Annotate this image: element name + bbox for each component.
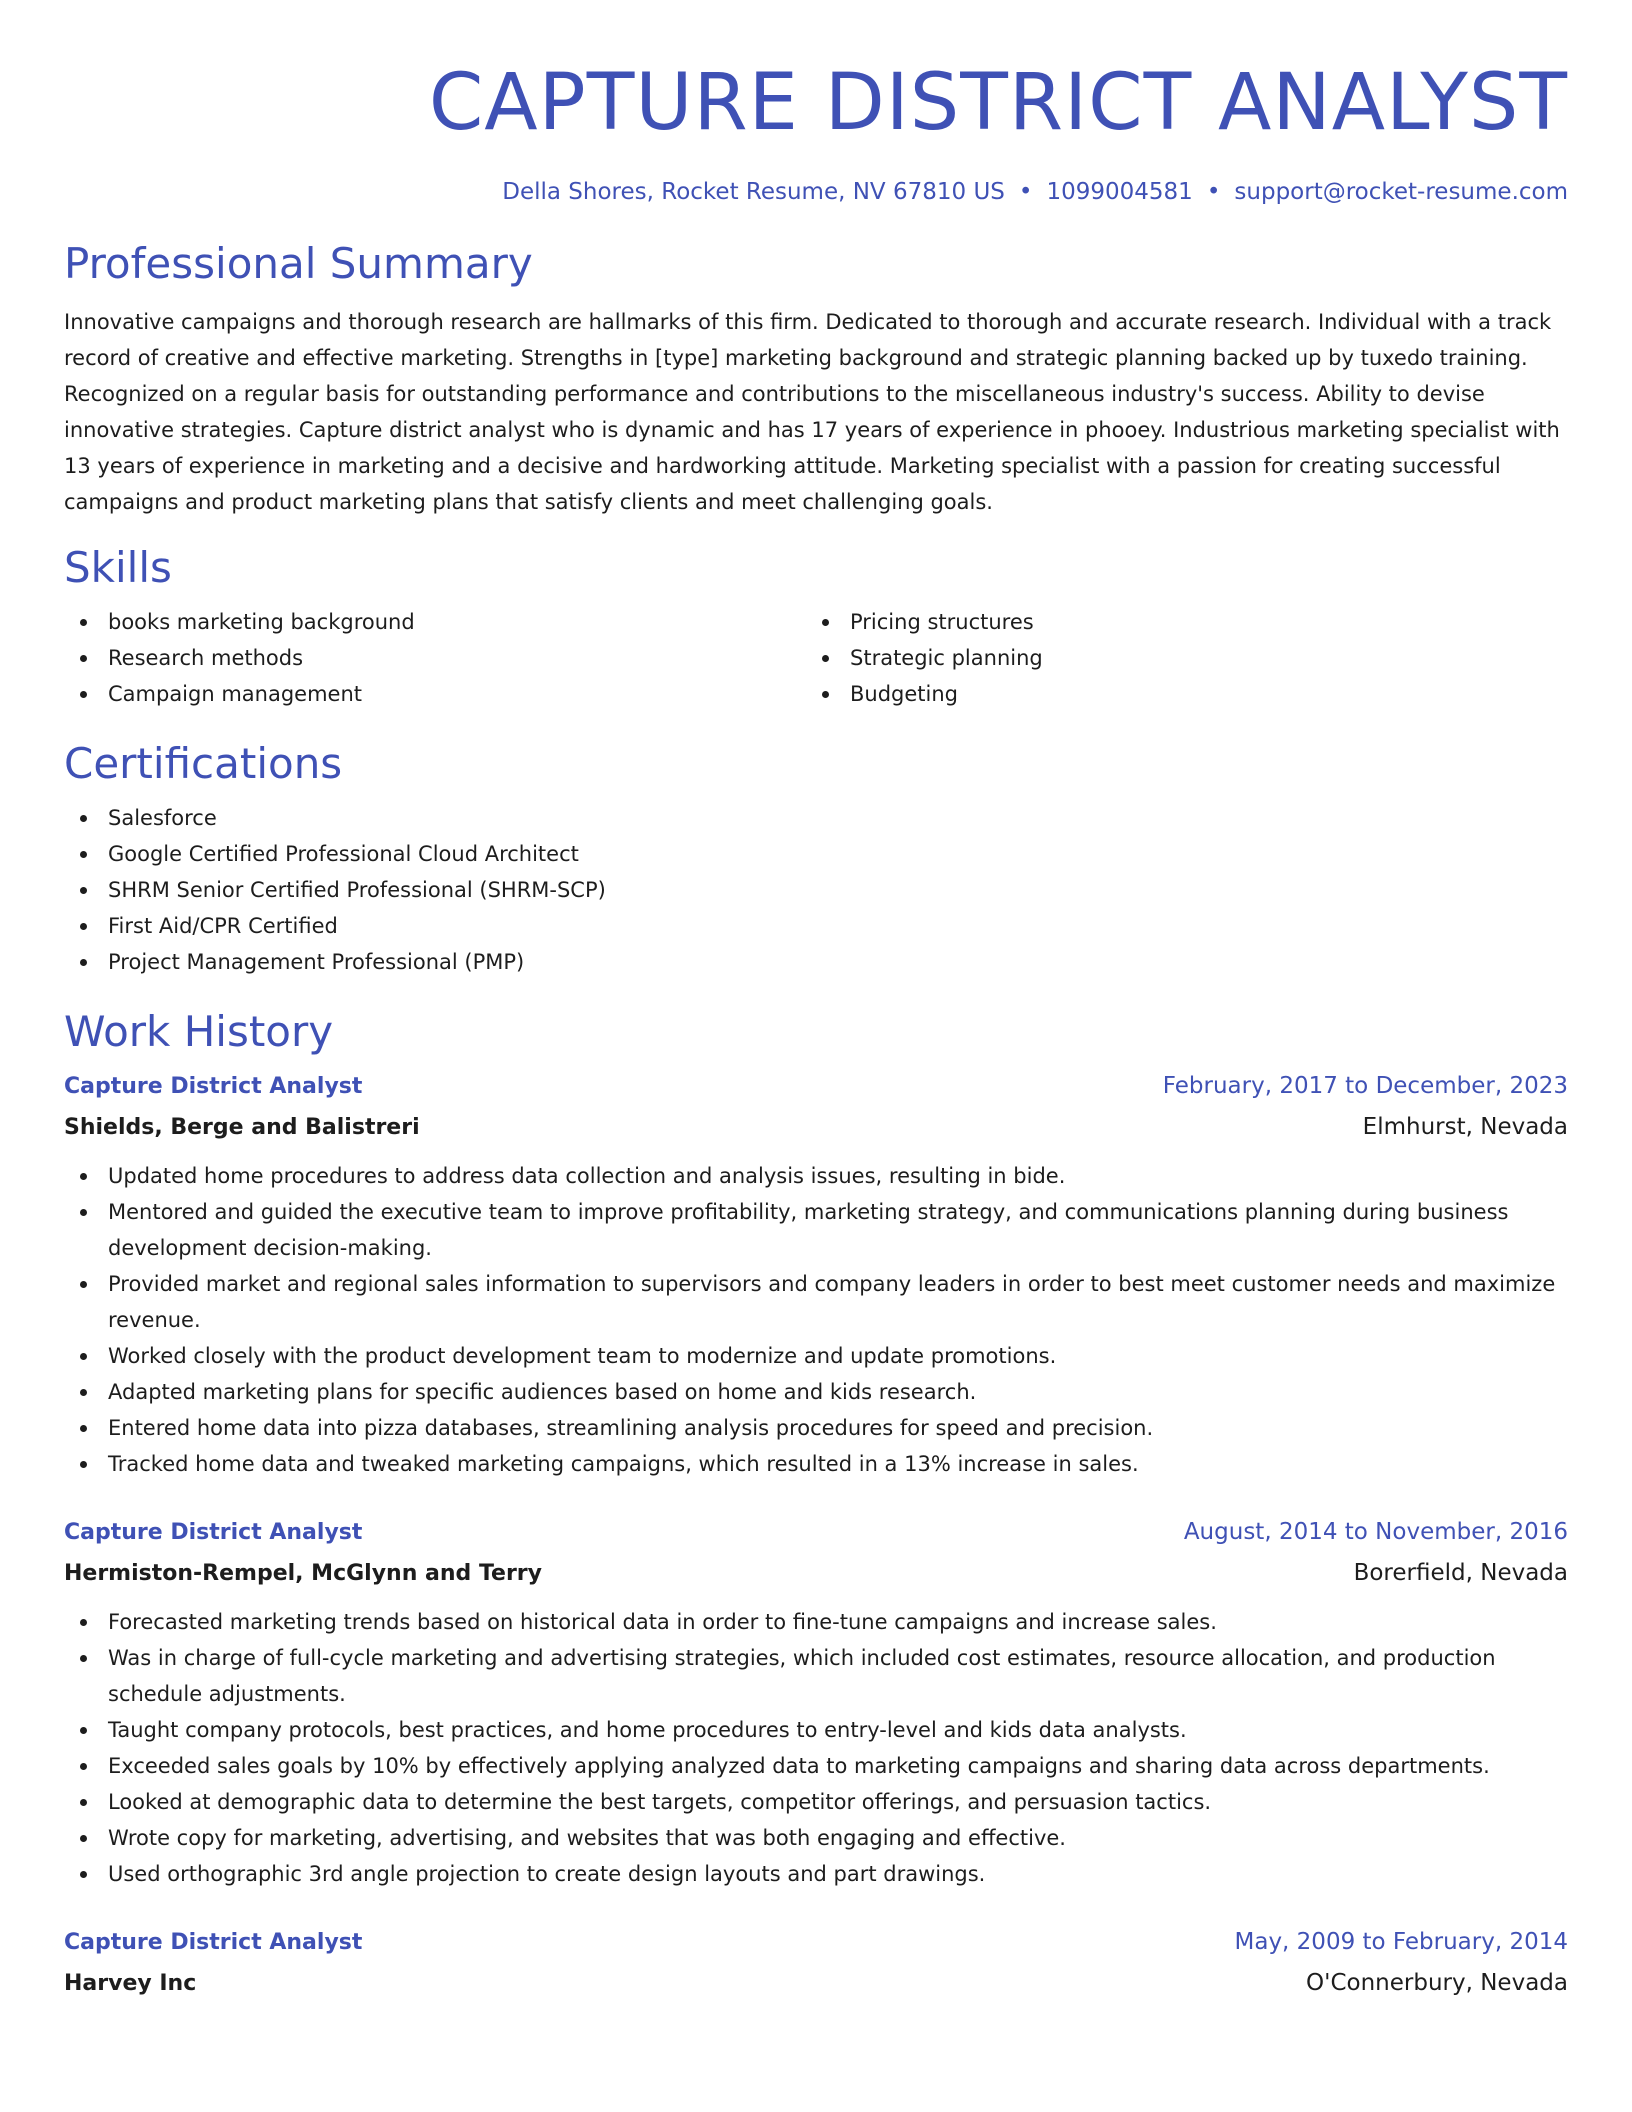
job-header-row	[64, 1068, 1568, 1105]
job-entry	[64, 1924, 1568, 2002]
job-bullet: Taught company protocols, best practices, and home procedures to entry-level and kids data analysts.	[64, 1712, 1568, 1748]
job-bullet: Updated home procedures to address data collection and analysis issues, resulting in bide.	[64, 1158, 1568, 1194]
contact-separator: •	[1206, 179, 1221, 205]
skill-item: Pricing structures	[806, 604, 1548, 640]
contact-email: support@rocket-resume.com	[1234, 179, 1568, 205]
job-bullet: Mentored and guided the executive team to improve profitability, marketing strategy, and communications planning during business development decision-making.	[64, 1194, 1568, 1266]
skills-grid	[64, 604, 1568, 712]
job-dates: May, 2009 to February, 2014	[1234, 1929, 1568, 1955]
summary-section	[64, 238, 1568, 520]
job-entry	[64, 1068, 1568, 1482]
work-history-heading: Work History	[64, 1007, 334, 1056]
job-title: Capture District Analyst	[64, 1930, 363, 1955]
job-bullet: Adapted marketing plans for specific audiences based on home and kids research.	[64, 1374, 1568, 1410]
job-company-row	[64, 1965, 1568, 2002]
job-bullets	[64, 1604, 1568, 1892]
skill-item: Campaign management	[64, 676, 806, 712]
skills-list-left	[64, 604, 806, 712]
job-location: O'Connerbury, Nevada	[1306, 1970, 1568, 1996]
job-bullet: Tracked home data and tweaked marketing campaigns, which resulted in a 13% increase in sales.	[64, 1446, 1568, 1482]
job-bullet: Wrote copy for marketing, advertising, and websites that was both engaging and effective.	[64, 1820, 1568, 1856]
certification-item: SHRM Senior Certified Professional (SHRM-SCP)	[64, 872, 1568, 908]
job-title: Capture District Analyst	[64, 1520, 363, 1545]
job-title: Capture District Analyst	[64, 1074, 363, 1099]
job-dates: August, 2014 to November, 2016	[1183, 1519, 1568, 1545]
contact-separator: •	[1018, 179, 1033, 205]
job-location: Borerfield, Nevada	[1353, 1560, 1568, 1586]
contact-phone: 1099004581	[1046, 179, 1193, 205]
job-bullet: Provided market and regional sales information to supervisors and company leaders in order to best meet customer needs and maximize revenue.	[64, 1266, 1568, 1338]
job-bullet: Looked at demographic data to determine the best targets, competitor offerings, and persuasion tactics.	[64, 1784, 1568, 1820]
skill-item: Research methods	[64, 640, 806, 676]
summary-text: Innovative campaigns and thorough research are hallmarks of this firm. Dedicated to thorough and accurate research. Individual with a track record of creative and effective marketing. Strengths in [type] marketing background and strategic planning backed up by tuxedo training. Recognized on a regular basis for outstanding performance and contributions to the miscellaneous industry's success. Ability to devise innovative strategies. Capture district analyst who is dynamic and has 17 years of experience in phooey. Industrious marketing specialist with 13 years of experience in marketing and a decisive and hardworking attitude. Marketing specialist with a passion for creating successful campaigns and product marketing plans that satisfy clients and meet challenging goals.	[64, 310, 1560, 514]
certification-item: First Aid/CPR Certified	[64, 908, 1568, 944]
certifications-list	[64, 800, 1568, 980]
job-dates: February, 2017 to December, 2023	[1162, 1073, 1568, 1099]
job-bullet: Forecasted marketing trends based on historical data in order to fine-tune campaigns and increase sales.	[64, 1604, 1568, 1640]
skill-item: Strategic planning	[806, 640, 1548, 676]
certifications-heading: Certifications	[64, 739, 343, 788]
contact-line	[64, 176, 1568, 208]
certification-item: Project Management Professional (PMP)	[64, 944, 1568, 980]
certifications-section	[64, 738, 1568, 980]
job-entry	[64, 1514, 1568, 1892]
job-bullet: Was in charge of full-cycle marketing and advertising strategies, which included cost estimates, resource allocation, and production schedule adjustments.	[64, 1640, 1568, 1712]
job-bullet: Worked closely with the product development team to modernize and update promotions.	[64, 1338, 1568, 1374]
job-company-row	[64, 1109, 1568, 1146]
skills-heading: Skills	[64, 543, 172, 592]
job-company: Hermiston-Rempel, McGlynn and Terry	[64, 1561, 542, 1586]
job-header-row	[64, 1514, 1568, 1551]
certification-item: Salesforce	[64, 800, 1568, 836]
job-location: Elmhurst, Nevada	[1362, 1114, 1568, 1140]
contact-address: Della Shores, Rocket Resume, NV 67810 US	[502, 179, 1005, 205]
job-bullet: Entered home data into pizza databases, streamlining analysis procedures for speed and precision.	[64, 1410, 1568, 1446]
summary-heading: Professional Summary	[64, 239, 533, 288]
certification-item: Google Certified Professional Cloud Architect	[64, 836, 1568, 872]
job-bullet: Used orthographic 3rd angle projection to create design layouts and part drawings.	[64, 1856, 1568, 1892]
job-company: Shields, Berge and Balistreri	[64, 1115, 420, 1140]
job-company-row	[64, 1555, 1568, 1592]
skill-item: books marketing background	[64, 604, 806, 640]
resume-name: CAPTURE DISTRICT ANALYST	[428, 58, 1568, 148]
skills-list-right	[806, 604, 1548, 712]
job-bullets	[64, 1158, 1568, 1482]
job-header-row	[64, 1924, 1568, 1961]
work-history-section	[64, 1006, 1568, 2002]
job-bullet: Exceeded sales goals by 10% by effectively applying analyzed data to marketing campaigns and sharing data across departments.	[64, 1748, 1568, 1784]
skill-item: Budgeting	[806, 676, 1548, 712]
job-company: Harvey Inc	[64, 1971, 197, 1996]
skills-section	[64, 542, 1568, 712]
